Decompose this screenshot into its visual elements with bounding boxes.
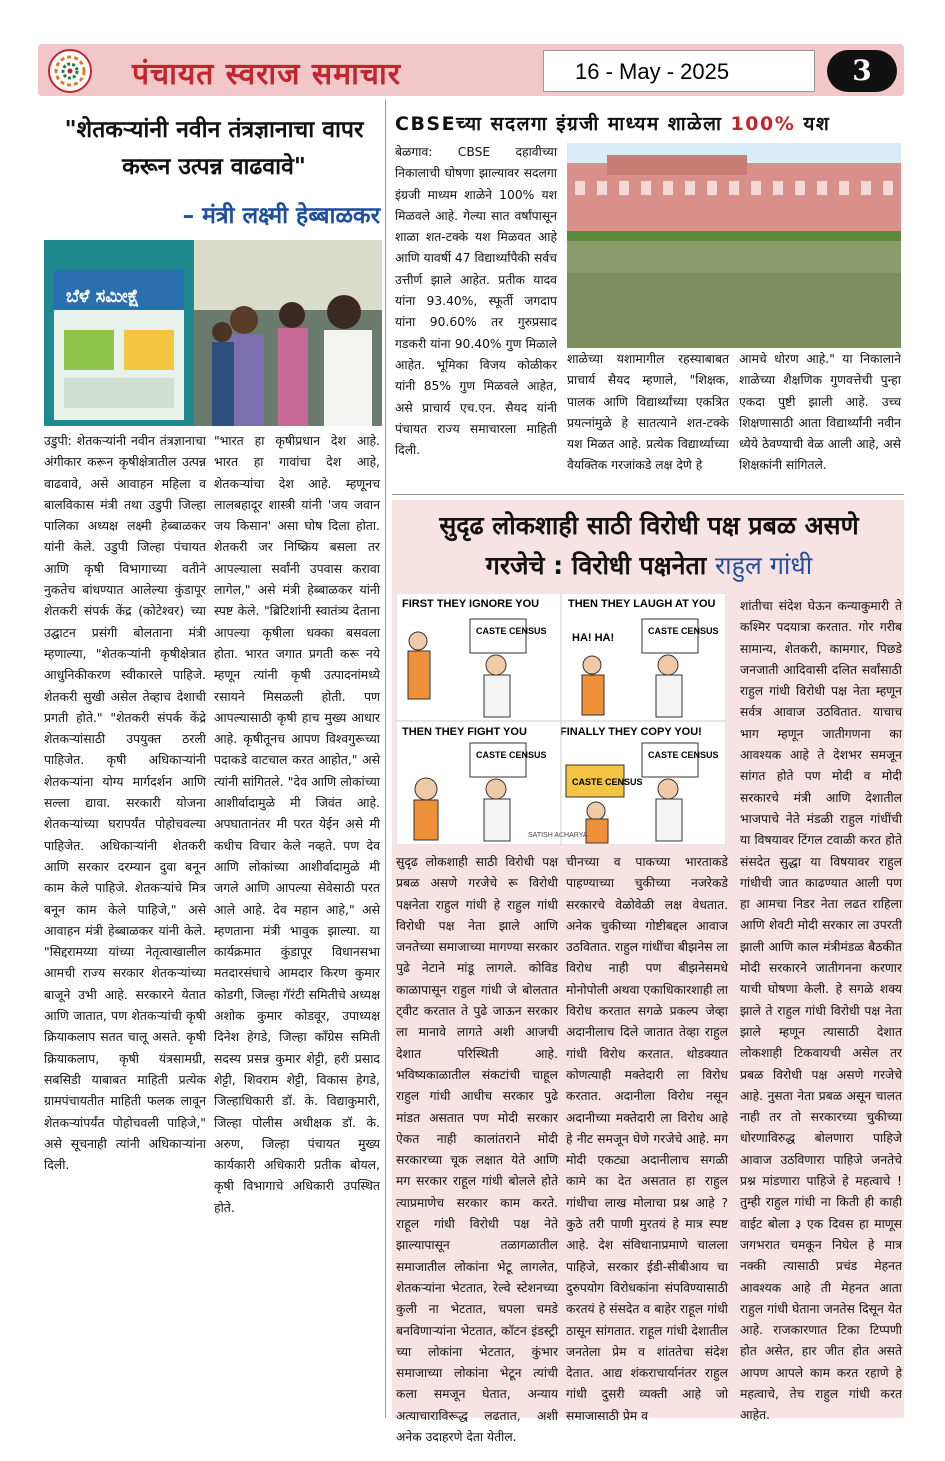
section-divider [392,494,904,495]
cbse-story-column-2: शाळेच्या यशामागील रहस्याबाबत प्राचार्य सैयद म्हणाले, "शिक्षक, पालक आणि विद्यार्थ्यांच्या एकत्रित प्रयत्नांमुळे हे सातत्याने शत-टक्के यश मिळत आहे. प्रत्येक विद्यार्थ्याच्या वैयक्तिक गरजांकडे लक्ष देणे हे [567,352,729,473]
cbse-story-column-1: बेळगाव: CBSE दहावीच्या निकालाची घोषणा झाल्यावर सदलगा इंग्रजी माध्यम शाळेने 100% यश मिळवले आहे. गेल्या सात वर्षांपासून शाळा शत-टक्के यश मिळवत आहे आणि यावर्षी 47 विद्यार्थ्यांपैकी सर्वच उत्तीर्ण झाले आहेत. प्रतीक यादव यांना 93.40%, स्फूर्ती जगदाप यांना 90.60% तर गुरुप्रसाद गडकरी यांना 90.40% गुण मिळाले आहेत. भूमिका विजय कोळीकर यांनी 85% गुण मिळवले आहेत, असे प्राचार्य एच.एन. सैयद यांनी पंचायत राज्य समाचारला माहिती दिली. [395,145,557,458]
photo-banner-text: ಬೆಳೆ ಸಮೀಕ್ಷೆ [66,286,140,307]
cartoon-panel-3-caption: THEN THEY FIGHT YOU [402,726,527,738]
caste-census-cartoon [396,593,726,845]
cbse-headline-percent: 100% [730,113,796,135]
cartoon-placard-4: CASTE CENSUS [648,750,719,760]
rahul-headline-text: गरजेचे : विरोधी पक्षनेता [485,551,707,580]
cartoon-placard-2: CASTE CENSUS [648,626,719,636]
column-divider [385,100,386,1418]
rahul-story-column-1: सुदृढ लोकशाही साठी विरोधी पक्ष प्रबळ असणे गरजेचे रू विरोधी पक्षनेता राहुल गांधी हे राहुल गांधी विरोधी पक्ष नेता झाले आणि जनतेच्या समाजाच्या मागण्या सरकार पुढे नेटाने मांडू लागले. कोविड काळापासून राहुल गांधी जे बोलतात ट्वीट करतात ते पुढे जाऊन सरकार ला मानावे लागते अशी आजची देशात परिस्थिती आहे. भविष्यकाळातील संकटांची चाहूल राहुल गांधी आधीच सरकार पुढे मांडत असतात पण मोदी सरकार ऐकत नाही कालांतराने मोदी सरकारच्या चूक लक्षात येते आणि मग सरकार राहूल गांधी बोलले होते त्याप्रमाणेच सरकार काम करते. राहूल गांधी विरोधी पक्ष नेते झाल्यापासून तळागळातील समाजातील लोकांना भेटू लागलेत, शेतकऱ्यांना भेटतात, रेल्वे स्टेशनच्या कुली ना भेटतात, चपला चमडे बनविणाऱ्यांना भेटतात, कॉटन इंडस्ट्री च्या लोकांना भेटतात, कुंभार समाजाच्या लोकांना भेटून त्यांची कला समजून घेतात, अन्याय अत्याचाराविरूद्ध लढतात, अशी अनेक उदाहरणे देता येतील. [396,855,558,1445]
cbse-headline-text: CBSEच्या सदलगा इंग्रजी माध्यम शाळेला [395,113,723,135]
cartoon-panel-4-caption: FINALLY THEY COPY YOU! [560,726,702,738]
page-number: 3 [827,50,897,92]
cartoon-panel-2-caption: THEN THEY LAUGH AT YOU [568,598,716,610]
rahul-headline-line-2 [395,548,903,582]
cartoonist-signature: SATISH ACHARYA [528,832,588,839]
rahul-story-column-3: शांतीचा संदेश घेऊन कन्याकुमारी ते कश्मिर पदयात्रा करतात. गोर गरीब सामान्य, शेतकरी, कामगार, पिछडे जनजाती आदिवासी दलित सर्वांसाठी राहुल गांधी विरोधी पक्ष नेता म्हणून सर्वत्र आवाज उठवितात. याचाच भाग म्हणून जातीगणना का आवश्यक आहे ते देशभर समजून सांगत होते पण मोदी व मोदी सरकारचे मंत्री आणि देशातील भाजपाचे नेते मंडळी राहुल गांधींची या विषयावर टिंगल टवाळी करत होते संसदेत सुद्धा या विषयावर राहुल गांधीची जात काढण्यात आली पण हा आमचा निडर नेता लढत राहिला आणि शेवटी मोदी सरकार ला उपरती झाली आणि काल मंत्रीमंडळ बैठकीत मोदी सरकारने जातीगनना करणार याची घोषणा केली. हे सगळे शक्य झाले ते राहुल गांधी विरोधी पक्ष नेता झाले म्हणून त्यासाठी देशात लोकशाही टिकवायची असेल तर प्रबळ विरोधी पक्ष असणे गरजेचे आहे. नुसता नेता प्रबळ असून चालत नाही तर तो सरकारच्या चुकीच्या धोरणाविरुद्ध बोलणारा पाहिजे आवाज उठविणारा पाहिजे जनतेचे प्रश्न मांडणारा पाहिजे हे महत्वाचे ! तुम्ही राहुल गांधी ना किती ही काही वाईट बोला ३ एक दिवस हा माणूस जगभरात चमकून निघेल हे मात्र नक्की त्यासाठी प्रचंड मेहनत आवश्यक आहे ती मेहनत आता राहुल गांधी घेताना जनतेस दिसून येत आहे. राजकारणात टिका टिप्पणी होत असेत, हार जीत होत असते आपण आपले काम करत रहाणे हे महत्वाचे, तेच राहुल गांधी करत आहेत. [740,599,902,1423]
cbse-headline-tail: यश [803,113,831,135]
minister-visit-photo [44,240,382,426]
left-headline: "शेतकऱ्यांनी नवीन तंत्रज्ञानाचा वापर करून उत्पन्न वाढवावे" [64,117,364,180]
cbse-story-column-3: आमचे धोरण आहे." या निकालाने शाळेच्या शैक्षणिक गुणवत्तेची पुन्हा एकदा पुष्टी झाली आहे. उच्च शिक्षणासाठी आता विद्यार्थ्यांनी नवीन ध्येये ठेवण्याची वेळ आली आहे, असे शिक्षकांनी सांगितले. [739,352,901,473]
cbse-headline [395,110,905,136]
left-story-column-1: उडुपी: शेतकऱ्यांनी नवीन तंत्रज्ञानाचा अंगीकार करून कृषीक्षेत्रातील उत्पन्न वाढवावे, असे आवाहन महिला व बालविकास मंत्री तथा उडुपी जिल्हा पालिका अध्यक्ष लक्ष्मी हेब्बाळकर यांनी केले. उडुपी जिल्हा पंचायत आणि कृषी विभागाच्या वतीने नुकतेच बांधण्यात आलेल्या कुंडापूर शेतकरी संपर्क केंद्र (कोटेश्वर) च्या उद्घाटन प्रसंगी बोलताना मंत्री म्हणाल्या, "शेतकऱ्यांनी कृषीक्षेत्रात आधुनिकीकरण स्वीकारले पाहिजे. शेतकरी सुखी असेल तेव्हाच देशाची प्रगती होते." "शेतकरी संपर्क केंद्रे शेतकऱ्यांसाठी उपयुक्त ठरली पाहिजेत. कृषी अधिकाऱ्यांनी शेतकऱ्यांना योग्य मार्गदर्शन आणि सल्ला द्यावा. सरकारी योजना शेतकऱ्यांच्या घरापर्यंत पोहोचवल्या पाहिजेत. अधिकाऱ्यांनी शेतकरी आणि सरकार दरम्यान दुवा बनून काम केले पाहिजे. शेतकऱ्यांचे मित्र बनून काम केले पाहिजे," असे आवाहन मंत्री हेब्बाळकर यांनी केले. "सिद्दरामय्या यांच्या नेतृत्वाखालील आमची राज्य सरकार शेतकऱ्यांच्या बाजूने उभी आहे. सरकारने येतात आणि जातात, पण शेतकऱ्यांची कृषी क्रियाकलाप सतत चालू असते. कृषी क्रियाकलाप, कृषी यंत्रसामग्री, सबसिडी याबाबत माहिती प्रत्येक ग्रामपंचायतीत माहिती फलक लावून शेतकऱ्यांपर्यंत पोहोचवली पाहिजे," असे सूचनाही त्यांनी अधिकाऱ्यांना दिली. [44,433,206,1173]
issue-date: 16 - May - 2025 [575,59,730,84]
cartoon-panel-1-caption: FIRST THEY IGNORE YOU [402,598,540,610]
rahul-story-column-2: चीनच्या व पाकच्या भारताकडे पाहण्याच्या चुकीच्या नजरेकडे सरकारचे वेळोवेळी लक्ष वेधतात. अनेक चुकीच्या गोष्टीबद्दल आवाज उठवितात. राहुल गांधींचा बीझनेस ला विरोध नाही पण बीझनेसमधे मोनोपोली अथवा एकाधिकारशाही ला विरोध करतात सगळे प्रकल्प जेव्हा अदानीलाच दिले जातात तेव्हा राहुल गांधी विरोध करतात. थोडक्यात कोणत्याही मक्तेदारी ला विरोध करतात. अदानीला विरोध नसून अदानीच्या मक्तेदारी ला विरोध आहे हे नीट समजून घेणे गरजेचे आहे. मग मोदी एकट्या अदानीलाच सगळी कामे का देत असतात हा राहुल गांधीचा लाख मोलाचा प्रश्न आहे ? कुठे तरी पाणी मुरतयं हे मात्र स्पष्ट आहे. देश संविधानाप्रमाणे चालला पाहिजे, सरकार ईडी-सीबीआय चा दुरुपयोग विरोधकांना संपविण्यासाठी करतयं हे संसदेत व बाहेर राहूल गांधी ठासून सांगतात. राहूल गांधी देशातील जनतेला प्रेम व शांततेचा संदेश देतात. आद्य शंकराचार्यानंतर राहुल गांधी दुसरी व्यक्ती आहे जो समाजासाठी प्रेम व [566,855,728,1423]
cartoon-placard-1: CASTE CENSUS [476,626,547,636]
rahul-headline-name: राहुल गांधी [714,551,813,580]
rahul-headline-line-1: सुदृढ लोकशाही साठी विरोधी पक्ष प्रबळ असणे [439,511,859,540]
left-byline: – मंत्री लक्ष्मी हेब्बाळकर [182,203,380,229]
school-building-photo [567,143,901,348]
left-story-column-2: "भारत हा कृषीप्रधान देश आहे. भारत हा गावांचा देश आहे, शेतकऱ्यांचा देश आहे. म्हणूनच लालबहादूर शास्त्री यांनी 'जय जवान जय किसान' असा घोष दिला होता. शेतकरी जर निष्क्रिय बसला तर आपल्याला सर्वांनी उपवास करावा लागेल," असे मंत्री हेब्बाळकर यांनी स्पष्ट केले. "ब्रिटिशांनी स्वातंत्र्य देताना आपल्या कृषीला धक्का बसवला होता. भारत जगात प्रगती करू नये म्हणून त्यांनी कृषी उत्पादनांमध्ये रसायने मिसळली होती. पण आपल्यासाठी कृषी हाच मुख्य आधार आहे. कृषीतूनच आपण विश्वगुरूच्या पदाकडे वाटचाल करत आहोत," असे त्यांनी सांगितले. "देव आणि लोकांच्या आशीर्वादामुळे मी जिवंत आहे. अपघातानंतर मी परत येईन असे मी कधीच विचार केले नव्हते. पण देव आणि लोकांच्या आशीर्वादामुळे मी जगले आणि आपल्या सेवेसाठी परत आले आहे. देव महान आहे," असे म्हणताना मंत्री भावुक झाल्या. या कार्यक्रमात कुंडापूर विधानसभा मतदारसंघाचे आमदार किरण कुमार कोडगी, जिल्हा गॅरंटी समितीचे अध्यक्ष अशोक कुमार कोडवूर, उपाध्यक्ष दिनेश हेगडे, जिल्हा काँग्रेस समिती सदस्य प्रसन्न कुमार शेट्टी, हरी प्रसाद शेट्टी, शिवराम शेट्टी, विकास हेगडे, जिल्हाधिकारी डॉ. के. विद्याकुमारी, जिल्हा पोलीस अधीक्षक डॉ. के. अरुण, जिल्हा पंचायत मुख्य कार्यकारी अधिकारी प्रतीक बोयल, कृषी विभागाचे अधिकारी उपस्थित होते. [214,433,380,1215]
cartoon-laugh-text: HA! HA! [572,632,615,644]
cartoon-placard-3: CASTE CENSUS [476,750,547,760]
panchayat-logo-icon [46,48,94,94]
masthead-title: पंचायत स्वराज समाचार [132,57,401,92]
cartoon-placard-4-copy: CASTE CENSUS [572,777,643,787]
